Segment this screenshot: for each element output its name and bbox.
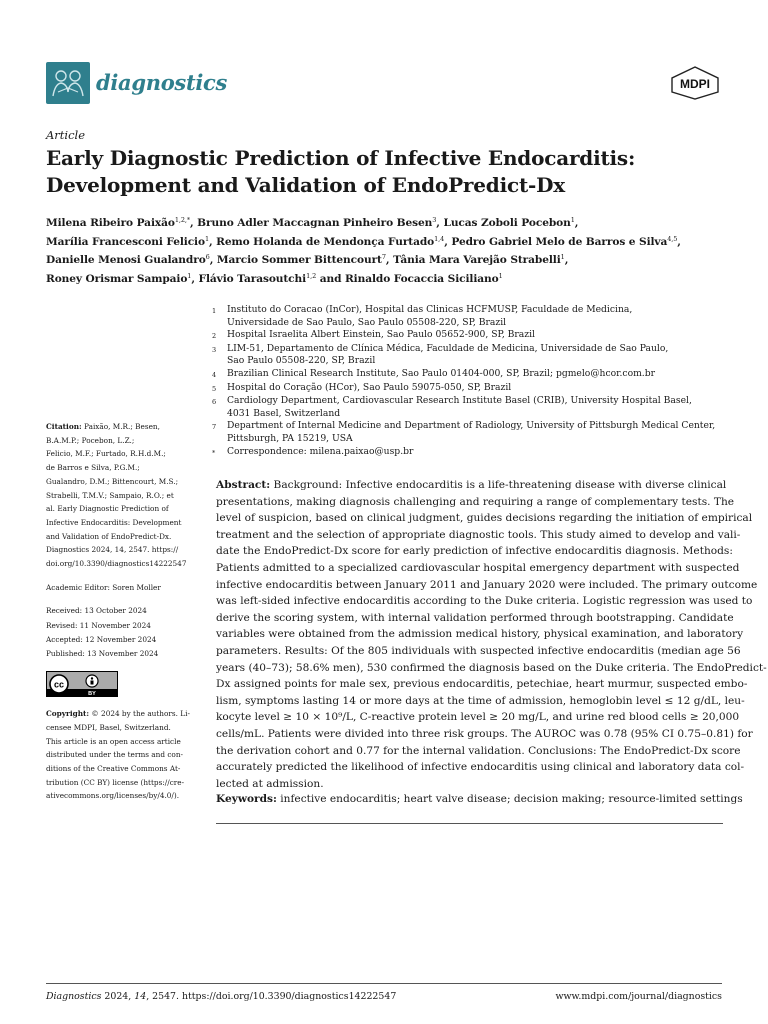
copyright-line (46, 721, 196, 735)
author-name[interactable]: Pedro Gabriel Melo de Barros e Silva (451, 235, 668, 248)
citation-text: Paixão, M.R.; Besen, (81, 422, 160, 431)
author-name[interactable]: Flávio Tarasoutchi (198, 272, 307, 285)
footer-citation (46, 991, 396, 1002)
affiliation-line: Hospital do Coração (HCor), Sao Paulo 59075-050, SP, Brazil (227, 381, 512, 393)
abstract-line (216, 743, 741, 760)
citation-line (46, 420, 196, 434)
author-separator: and (316, 272, 345, 285)
abstract-text: date the EndoPredict-Dx score for early prediction of infective endocarditis diagnosis. Methods: (216, 545, 733, 558)
author-affiliation-marker: 1 (187, 271, 192, 280)
citation-line (46, 475, 196, 489)
citation-line (46, 502, 196, 516)
citation-label: Citation: (46, 422, 82, 431)
affiliation-item (212, 382, 732, 396)
author-name[interactable]: Roney Orismar Sampaio (46, 272, 188, 285)
copyright-text: distributed under the terms and con- (46, 750, 183, 760)
abstract-line (216, 759, 745, 776)
abstract-line (216, 709, 740, 726)
mdpi-logo (670, 66, 720, 100)
affiliation-number: * (212, 448, 216, 457)
affiliation-line: 4031 Basel, Switzerland (227, 407, 341, 419)
affiliation-text (227, 446, 732, 460)
abstract-line (216, 610, 734, 627)
abstract-line (216, 527, 741, 544)
copyright-text: ativecommons.org/licenses/by/4.0/). (46, 791, 180, 801)
affiliation-line: Universidade de Sao Paulo, Sao Paulo 05508-220, SP, Brazil (227, 316, 507, 328)
abstract-text: the derivation cohort and 0.77 for the internal validation. Conclusions: The EndoPredict-Dx score (216, 744, 741, 757)
affiliation-line: Instituto do Coracao (InCor), Hospital das Clinicas HCFMUSP, Faculdade de Medicina, (227, 304, 633, 315)
revised-date: Revised: 11 November 2024 (46, 620, 151, 630)
affiliation-line: Pittsburgh, PA 15219, USA (227, 432, 353, 444)
citation-block (46, 420, 196, 571)
cc-by-license-badge[interactable] (46, 671, 118, 697)
author-line (46, 214, 726, 233)
affiliation-item (212, 304, 732, 329)
citation-line (46, 461, 196, 475)
copyright-text: © 2024 by the authors. Li- (89, 709, 190, 719)
abstract-text: parameters. Results: Of the 805 individuals with suspected infective endocarditis (median age 56 (216, 644, 741, 657)
affiliation-item (212, 395, 732, 420)
author-list (46, 214, 726, 288)
keywords-label: Keywords: (216, 793, 277, 805)
citation-text: de Barros e Silva, P.G.M.; (46, 463, 140, 473)
affiliation-text (227, 395, 732, 420)
affiliation-item (212, 368, 732, 382)
affiliation-text (227, 329, 732, 343)
cc-icon: cc (53, 679, 65, 690)
author-name[interactable]: Marcio Sommer Bittencourt (216, 254, 382, 266)
citation-line (46, 447, 196, 461)
abstract-line (216, 560, 740, 577)
affiliation-line: Sao Paulo 05508-220, SP, Brazil (227, 355, 376, 367)
copyright-block (46, 707, 196, 803)
abstract-text: derive the scoring system, with internal validation performed through bootstrapping. Candidate (216, 611, 734, 624)
affiliation-number: 3 (212, 345, 217, 354)
author-affiliation-marker: 6 (205, 253, 210, 261)
footer-year: 2024, (101, 991, 135, 1002)
citation-text: Infective Endocarditis: Development (46, 517, 182, 527)
abstract-line (216, 543, 733, 560)
abstract-text: accurately predicted the likelihood of infective endocarditis using clinical and laboratory data col- (216, 761, 745, 774)
author-name[interactable]: Rinaldo Focaccia Siciliano (344, 272, 499, 285)
citation-text: doi.org/10.3390/diagnostics14222547 (46, 559, 187, 569)
citation-text: Felicio, M.F.; Furtado, R.H.d.M.; (46, 449, 166, 459)
affiliation-text (227, 343, 732, 368)
affiliation-number: 5 (212, 384, 217, 393)
author-separator: , (385, 254, 394, 266)
abstract-line (216, 477, 727, 494)
author-affiliation-marker: 1,2,* (174, 216, 190, 224)
citation-text: Strabelli, T.M.V.; Sampaio, R.O.; et (46, 490, 174, 500)
author-affiliation-marker: 1 (570, 216, 575, 224)
divider (216, 823, 723, 824)
copyright-text: ditions of the Creative Commons At- (46, 764, 181, 774)
abstract-line (216, 726, 753, 743)
article-type: Article (46, 128, 86, 142)
affiliation-number: 1 (212, 307, 217, 315)
copyright-label: Copyright: (46, 709, 90, 719)
abstract-line (216, 676, 748, 693)
abstract-text: Patients admitted to a specialized cardiovascular hospital emergency department with suspected (216, 561, 740, 574)
publication-dates (46, 604, 196, 661)
abstract-text: presentations, making diagnosis challenging and requiring a range of complementary tests. The (216, 495, 735, 508)
author-name[interactable]: Bruno Adler Maccagnan Pinheiro Besen (197, 217, 433, 229)
footer-journal-url[interactable]: www.mdpi.com/journal/diagnostics (555, 991, 722, 1002)
mdpi-logo-text: MDPI (680, 77, 710, 91)
author-affiliation-marker: 1 (204, 234, 209, 243)
citation-line (46, 543, 196, 557)
author-name[interactable]: Milena Ribeiro Paixão (46, 217, 175, 229)
copyright-line (46, 776, 196, 790)
affiliation-line: Cardiology Department, Cardiovascular Research Institute Basel (CRIB), University Hospital Basel, (227, 395, 692, 407)
citation-text: al. Early Diagnostic Prediction of (46, 504, 169, 514)
author-separator: , (677, 235, 681, 248)
author-separator: , (208, 235, 217, 248)
abstract-text: Dx assigned points for male sex, previous endocarditis, petechiae, heart murmur, suspected embo- (216, 678, 748, 691)
affiliation-item (212, 446, 732, 460)
author-affiliation-marker: 1 (560, 253, 565, 261)
title-line: Development and Validation of EndoPredict-Dx (46, 173, 565, 197)
copyright-text: This article is an open access article (46, 736, 181, 746)
citation-line (46, 489, 196, 503)
affiliations (212, 304, 732, 459)
abstract-text: Background: Infective endocarditis is a life-threatening disease with diverse clinical (270, 479, 727, 491)
journal-logo (46, 62, 90, 104)
citation-text: B.A.M.P.; Pocebon, L.Z.; (46, 435, 135, 445)
author-name[interactable]: Marília Francesconi Felicio (46, 235, 205, 248)
author-name[interactable]: Remo Holanda de Mendonça Furtado (216, 235, 435, 248)
copyright-line (46, 748, 196, 762)
footer-journal: Diagnostics (46, 991, 102, 1002)
abstract-line (216, 693, 745, 710)
author-separator: , (564, 254, 569, 266)
author-affiliation-marker: 1,4 (434, 234, 445, 243)
affiliation-line: Department of Internal Medicine and Department of Radiology, University of Pittsburgh Medical Center, (227, 420, 716, 432)
abstract-text: level of suspicion, based on clinical judgment, guides decisions regarding the initiation of empirical (216, 512, 753, 525)
abstract-text: variables were obtained from the admission medical history, physical examination, and laboratory (216, 628, 744, 641)
affiliation-number: 7 (212, 423, 217, 432)
author-separator: , (189, 217, 198, 229)
author-separator: , (574, 217, 579, 229)
abstract-text: years (40–73); 58.6% men), 530 confirmed the diagnosis based on the Duke criteria. The EndoPredict- (216, 661, 767, 674)
academic-editor: Academic Editor: Soren Moller (46, 582, 161, 592)
copyright-text: censee MDPI, Basel, Switzerland. (46, 722, 171, 732)
affiliation-line: Hospital Israelita Albert Einstein, Sao Paulo 05652-900, SP, Brazil (227, 329, 535, 341)
citation-text: Diagnostics 2024, 14, 2547. https:// (46, 545, 179, 555)
affiliation-text (227, 304, 732, 329)
abstract-line (216, 626, 744, 643)
author-name[interactable]: Lucas Zoboli Pocebon (443, 217, 571, 229)
citation-text: and Validation of EndoPredict-Dx. (46, 531, 172, 541)
affiliation-number: 2 (212, 332, 217, 341)
citation-line (46, 516, 196, 530)
abstract-line (216, 660, 767, 677)
author-affiliation-marker: 1 (498, 271, 503, 280)
affiliation-text (227, 368, 732, 382)
abstract-line (216, 510, 753, 527)
by-icon: BY (88, 691, 96, 697)
affiliation-item (212, 329, 732, 343)
abstract-line (216, 577, 758, 594)
abstract-text: kocyte level ≥ 10 × 10⁹/L, C-reactive protein level ≥ 20 mg/L, and urine red blood cells ≥ 20,000 (216, 711, 740, 724)
copyright-line (46, 762, 196, 776)
affiliation-number: 6 (212, 398, 217, 407)
citation-line (46, 557, 196, 571)
copyright-text: tribution (CC BY) license (https://cre- (46, 777, 185, 787)
abstract-text: lism, symptoms lasting 14 or more days at the time of admission, hemoglobin level ≤ 12 g/dL, leu- (216, 694, 745, 707)
abstract-line (216, 643, 741, 660)
author-affiliation-marker: 3 (432, 216, 437, 224)
article-sidebar (46, 420, 196, 813)
copyright-line (46, 789, 196, 803)
affiliation-line: Correspondence: milena.paixao@usp.br (227, 445, 414, 457)
affiliation-number: 4 (212, 370, 217, 379)
copyright-line (46, 707, 196, 721)
affiliation-line: LIM-51, Departamento de Clínica Médica, Faculdade de Medicina, Universidade de Sao Paulo, (227, 342, 669, 354)
author-separator: , (436, 217, 444, 229)
author-separator: , (444, 235, 452, 248)
keywords (216, 793, 743, 805)
citation-text: Gualandro, D.M.; Bittencourt, M.S.; (46, 476, 179, 486)
author-affiliation-marker: 7 (381, 253, 386, 261)
footer-divider (46, 983, 722, 984)
title-line: Early Diagnostic Prediction of Infective Endocarditis: (46, 146, 636, 170)
affiliation-text (227, 382, 732, 396)
author-name[interactable]: Tânia Mara Varejão Strabelli (393, 254, 561, 266)
copyright-line (46, 735, 196, 749)
abstract-text: infective endocarditis between January 2011 and January 2020 were included. The primary outcome (216, 578, 758, 591)
affiliation-line: Brazilian Clinical Research Institute, Sao Paulo 01404-000, SP, Brazil; pgmelo@hcor.com.br (227, 367, 656, 379)
affiliation-text (227, 420, 732, 445)
author-line (46, 233, 726, 252)
affiliation-item (212, 343, 732, 368)
abstract-text: was left-sided infective endocarditis according to the Duke criteria. Logistic regression was used to (216, 595, 753, 608)
abstract-text: treatment and the selection of appropriate diagnostic tools. This study aimed to develop and vali- (216, 528, 741, 541)
published-date: Published: 13 November 2024 (46, 649, 159, 659)
abstract-line (216, 776, 722, 793)
author-line (46, 270, 726, 289)
author-separator: , (191, 272, 199, 285)
received-date: Received: 13 October 2024 (46, 606, 147, 616)
citation-line (46, 530, 196, 544)
abstract-label: Abstract: (216, 479, 271, 491)
abstract (216, 477, 767, 792)
accepted-date: Accepted: 12 November 2024 (46, 634, 157, 644)
author-affiliation-marker: 1,2 (306, 271, 317, 280)
abstract-line (216, 593, 753, 610)
author-name[interactable]: Danielle Menosi Gualandro (46, 254, 206, 266)
article-title (46, 145, 706, 199)
footer-volume: 14 (134, 991, 147, 1002)
citation-line (46, 434, 196, 448)
footer-doi[interactable]: , 2547. https://doi.org/10.3390/diagnostics14222547 (146, 991, 397, 1002)
affiliation-item (212, 420, 732, 445)
author-affiliation-marker: 4,5 (667, 234, 678, 243)
author-line (46, 251, 726, 270)
abstract-text: cells/mL. Patients were divided into three risk groups. The AUROC was 0.78 (95% CI 0.75–0.81) for (216, 727, 753, 740)
journal-name: diagnostics (96, 70, 228, 95)
abstract-text: lected at admission. (216, 777, 324, 790)
abstract-line (216, 494, 735, 511)
keywords-text: infective endocarditis; heart valve disease; decision making; resource-limited settings (276, 793, 743, 805)
author-separator: , (209, 254, 217, 266)
